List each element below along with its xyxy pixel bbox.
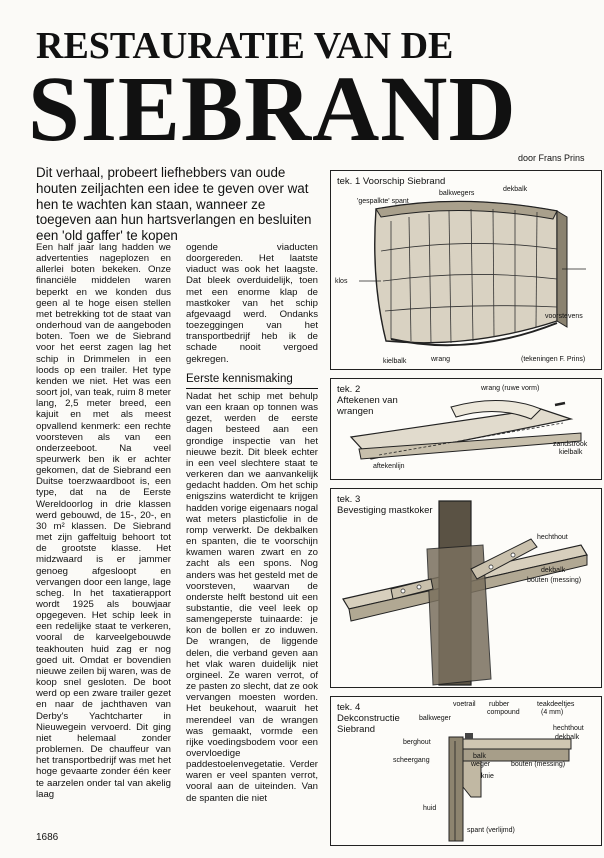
body-column-1 [36, 242, 171, 800]
figure-3-title-line2: Bevestiging mastkoker [337, 505, 433, 516]
figure-3-drawing [331, 489, 601, 687]
label-balkweger: balkweger [419, 715, 451, 722]
label-berghout: berghout [403, 739, 431, 746]
page-number: 1686 [36, 832, 59, 843]
body-column-2-continued [186, 391, 318, 804]
label-wrang-ruwe-vorm: wrang (ruwe vorm) [481, 385, 540, 392]
label-scheergang: scheergang [393, 757, 430, 764]
label-dekbalk: dekbalk [503, 186, 528, 193]
label-dekbalk: dekbalk [541, 567, 566, 574]
label-weger: weger [471, 761, 491, 768]
label-huid: huid [423, 805, 437, 812]
label-spant-verlijmd: spant (verlijmd) [467, 827, 515, 834]
label-klos: klos [335, 278, 348, 285]
label-bouten-messing: bouten (messing) [527, 577, 582, 584]
label-dekbalk: dekbalk [555, 734, 580, 741]
label-kielbalk: kielbalk [383, 358, 407, 365]
article-title-line2: SIEBRAND [28, 58, 517, 161]
figure-4-title-line2: Dekconstructie [337, 713, 400, 724]
figure-2-title-line3: wrangen [337, 406, 374, 417]
body-text: ogende viaducten doorgereden. Het laatste viaduct was ook het laagste. Dat bleek overduidelijk, toen met een enorme klap de mastkoker van het schip afgevaagd werd. Ondanks toezeggingen van het transportbedrijf heb ik de schade nooit vergoed gekregen. [186, 242, 318, 365]
figure-1 [330, 170, 602, 370]
figure-2 [330, 378, 602, 480]
label-voetrail: voetrail [453, 701, 476, 708]
intro-paragraph: Dit verhaal, probeert liefhebbers van oude houten zeiljachten een idee te geven over wat hen te wachten kan staan, wanneer ze toegeven aan hun hartsverlangen en besluiten een 'old gaffer' te kopen [36, 165, 312, 244]
figure-3 [330, 488, 602, 688]
body-text: Een half jaar lang hadden we advertenties nageplozen en allerlei boten bekeken. Onze financiële middelen waren beperkt en we konden dus geen al te hoge eisen stellen met betrekking tot de staat van onderhoud van de aangeboden boten. Toen we de Siebrand voor het eerst zagen lag het schip in Drimmelen in een loods op een trailer. Het type kenden we niet. Het was een soort jol, van teak, ruim 8 meter lang, 2,5 meter breed, een kajuit en met als meest opvallend kenmerk: een rechte voorsteven als van een onderzeeboot. Na veel speurwerk ben ik er achter gekomen, dat de Siebrand een Duitse toerzwaardboot is, een type, dat na de Eerste Wereldoorlog in drie klassen werd gebouwd, de 15-, 20-, en 30 m² klassen. De Siebrand met zijn gaffeltuig behoort tot de grootste klasse. Het midzwaard is er jammer genoeg afgesloopt en vervangen door een lange, lage scheg. In het taxatierapport wordt 1925 als bouwjaar opgegeven. Het schip leek in een redelijke staat te verkeren, vooral de karveelgebouwde teakhouten huid zag er nog goed uit. Omdat er bovendien nieuwe zeilen bij waren, was de koop snel gesloten. De boot werd op een zware trailer gezet en naar de jachthaven van Derby's Yachtcharter in Nieuwegein vervoerd. Dit ging niet helemaal zonder problemen. De chauffeur van het transportbedrijf was met het hoge gevaarte zonder één keer te aarzelen onder tal van akelig laag [36, 242, 171, 800]
figure-1-title: tek. 1 Voorschip Siebrand [337, 176, 446, 187]
label-rubber: rubber [489, 701, 510, 708]
section-heading: Eerste kennismaking [186, 373, 318, 389]
figure-2-title-line1: tek. 2 [337, 384, 361, 395]
figure-credit: (tekeningen F. Prins) [521, 356, 586, 363]
label-hechthout: hechthout [553, 725, 584, 732]
label-4mm: (4 mm) [541, 709, 564, 716]
article-title-line1: RESTAURATIE VAN DE [36, 25, 454, 67]
label-compound: compound [487, 709, 520, 716]
figure-2-drawing [331, 379, 601, 479]
label-wrang: wrang [431, 356, 451, 363]
label-balk: balk [473, 753, 486, 760]
label-teakdeeltjes: teakdeeltjes [537, 701, 575, 708]
label-zandstrook: zandstrook [553, 441, 588, 448]
label-hechthout: hechthout [537, 534, 568, 541]
label-knie: knie [481, 773, 494, 780]
byline: door Frans Prins [518, 153, 585, 163]
label-kielbalk: kielbalk [559, 449, 583, 456]
body-text: Nadat het schip met behulp van een kraan op tonnen was gezet, werden de eerste dagen besteed aan een grondige inspectie van het nieuwe bezit. Dit bleek echter in een veel slechtere staat te verkeren dan we aanvankelijk gedacht hadden. Om het schip enigszins waterdicht te krijgen hadden vorige eigenaars nogal wat meters plasticfolie in de romp verwerkt. De dekbalken en spanten, die te voorschijn kwamen waren zwart en zo zacht als een spons. Nog anders was het gesteld met de voorsteven, waarvan de onderste helft bestond uit een substantie, die veel leek op samengeperste tuinaarde: je kon de bollen er zo induwen. De wrangen, de liggende delen, die verband geven aan het vlak waren duidelijk niet orgineel. Ze waren verrot, of ze pasten zo slecht, dat ze ook vervangen moesten worden. Het beukehout, waaruit het merendeel van de wrangen was gemaakt, vormde een rijke voedingsbodem voor een overvloedige paddestoelenvegetatie. Verder waren er veel spanten verrot, vooral aan de uiteinden. Van de spanten die niet [186, 391, 318, 804]
label-aftekenlijn: aftekenlijn [373, 463, 405, 470]
figure-4-title-line3: Siebrand [337, 724, 376, 735]
label-gespalkte-spant: 'gespalkte' spant [357, 198, 409, 205]
figure-2-title-line2: Aftekenen van [337, 395, 398, 406]
figure-4-title-line1: tek. 4 [337, 702, 361, 713]
body-column-2 [186, 242, 318, 365]
figure-4 [330, 696, 602, 846]
label-bouten-messing: bouten (messing) [511, 761, 566, 768]
label-balkwegers: balkwegers [439, 190, 475, 197]
label-voorstevens: voorstevens [545, 313, 583, 320]
figure-3-title-line1: tek. 3 [337, 494, 361, 505]
